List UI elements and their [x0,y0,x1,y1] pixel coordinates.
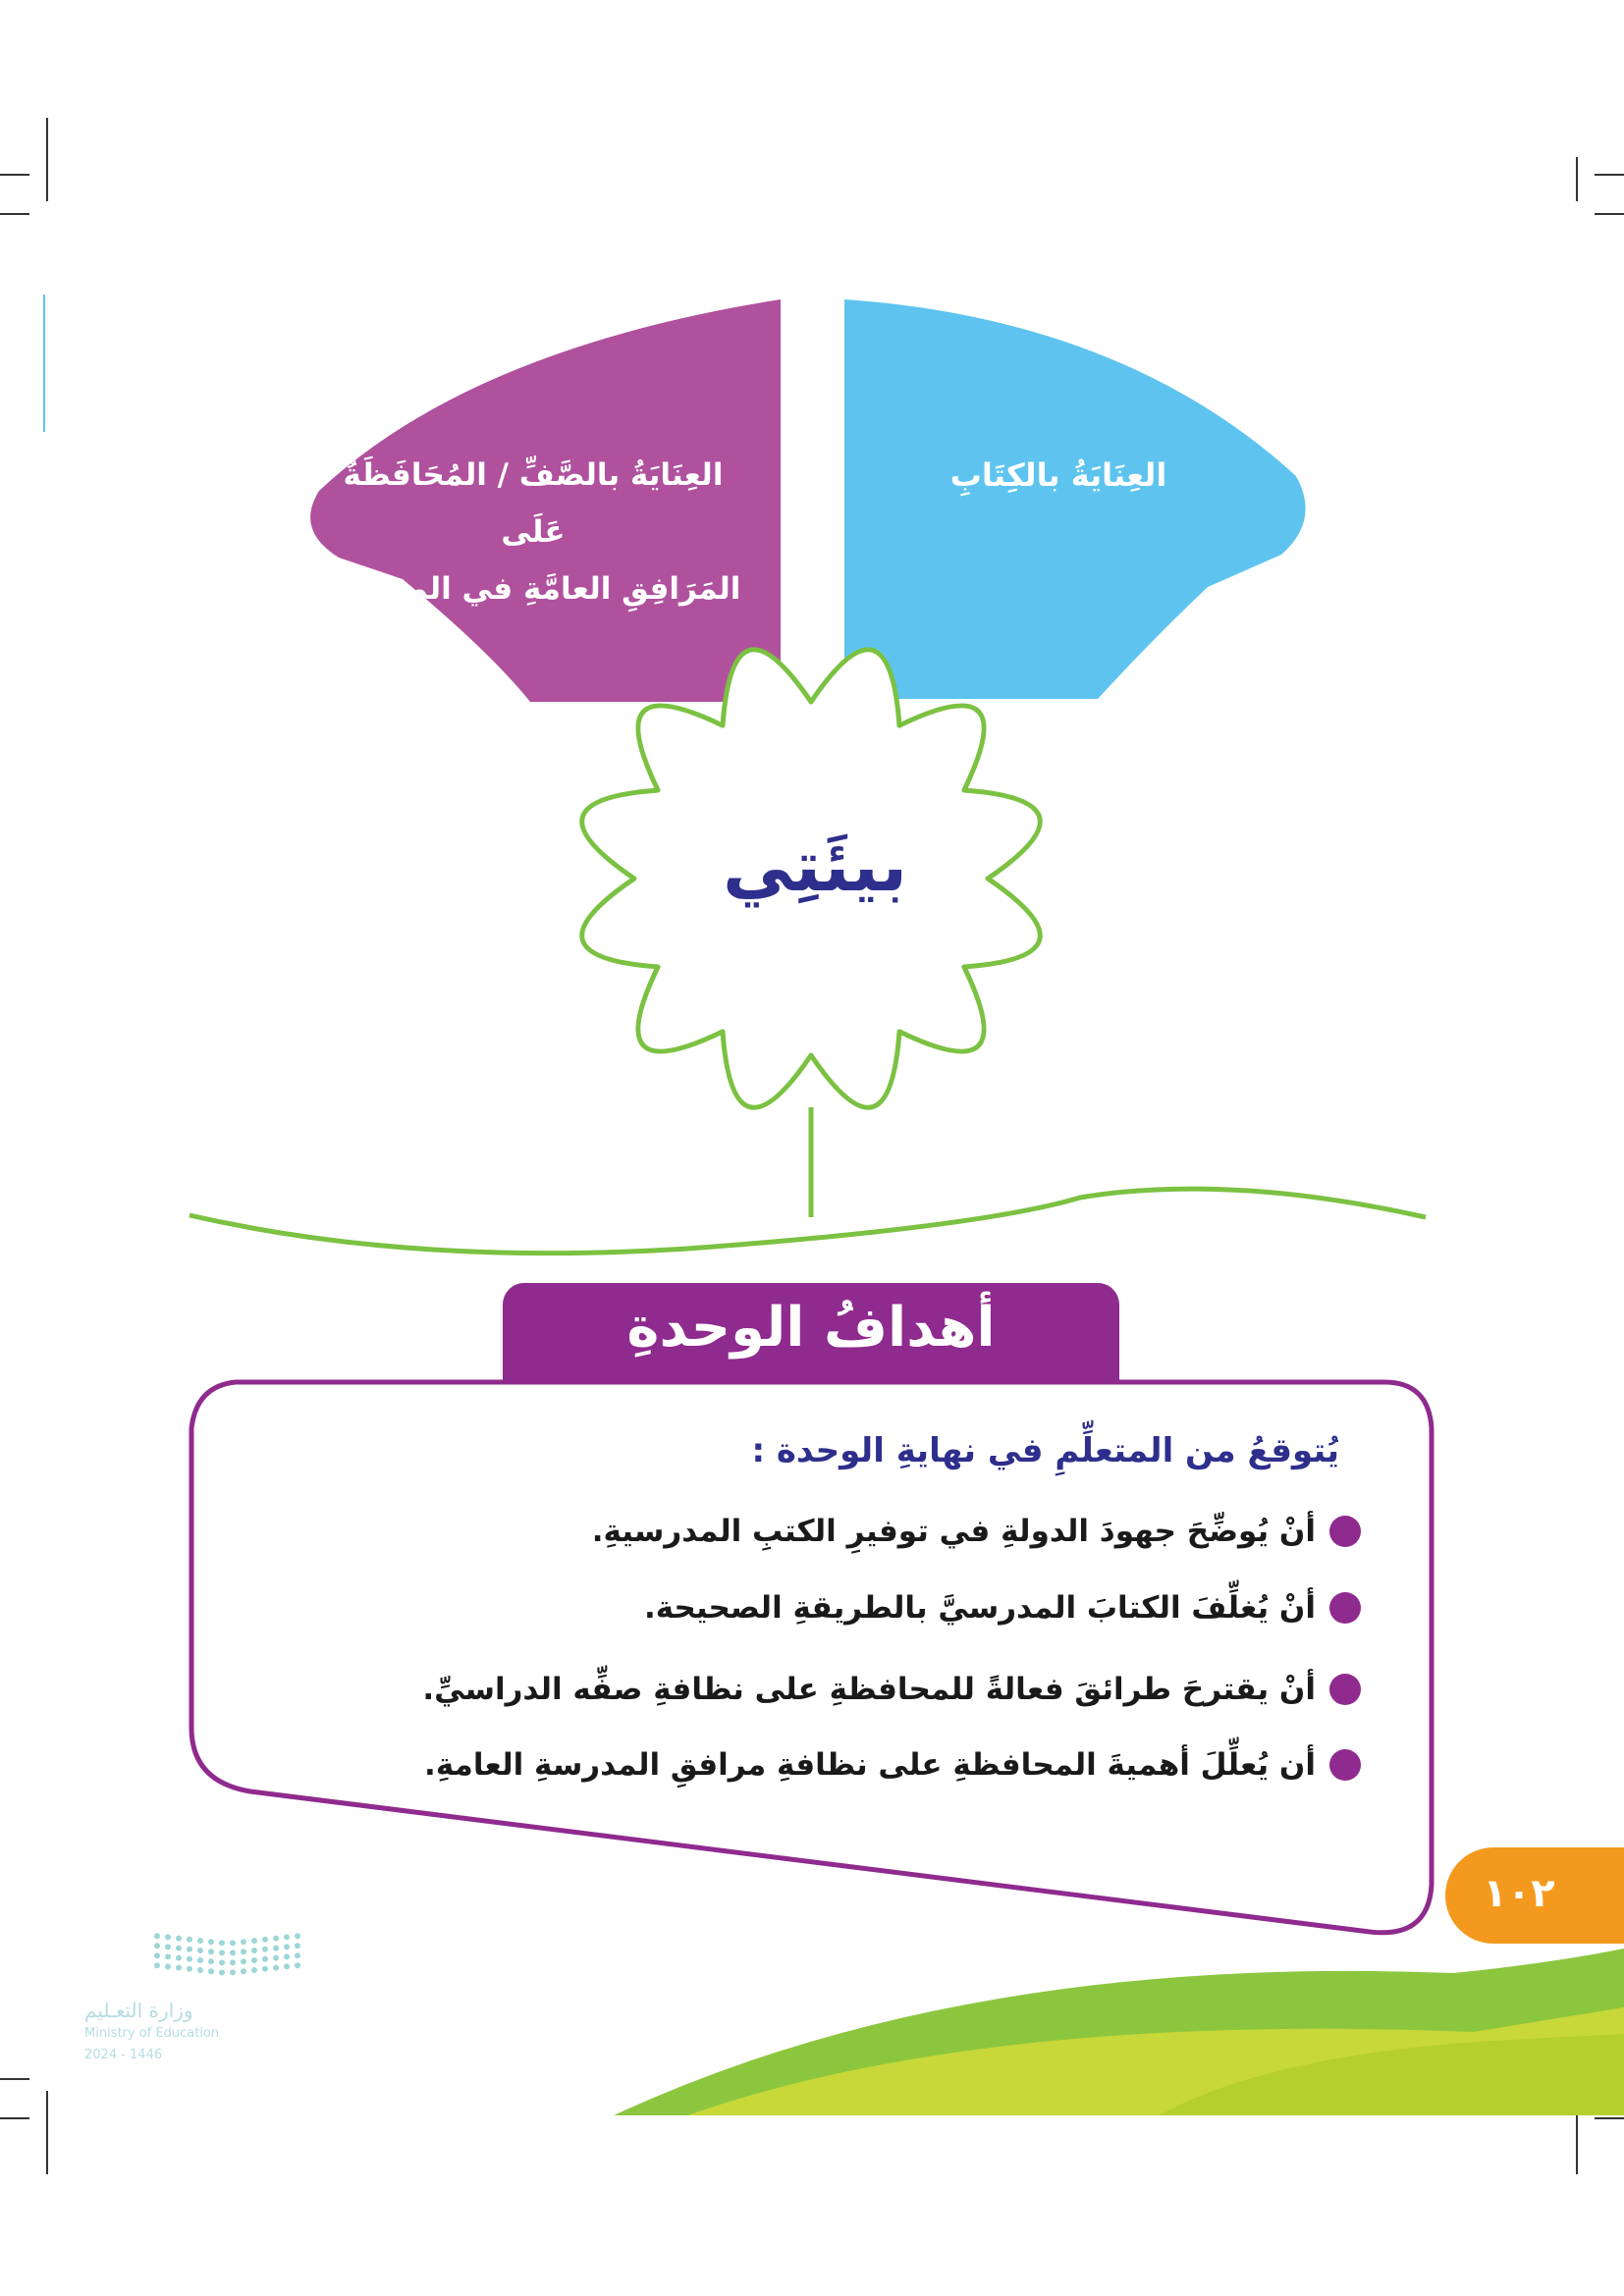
logo-dot [176,1936,182,1942]
logo-dot [284,1944,290,1949]
logo-dot [251,1967,257,1973]
ministry-year: 2024 - 1446 [84,2048,163,2062]
goal-text: أن يُعلِّلَ أهميةَ المحافظةِ على نظافةِ مرافقِ المدرسةِ العامةِ. [424,1747,1316,1783]
logo-dot [197,1967,203,1973]
logo-dot [241,1949,246,1954]
logo-dot [165,1953,171,1959]
logo-dot [197,1938,203,1944]
logo-dot [273,1946,279,1951]
logo-dot [262,1966,268,1972]
bullet-icon [1329,1674,1361,1705]
logo-dot [176,1965,182,1971]
logo-dot [219,1940,225,1946]
bullet-icon [1329,1749,1361,1781]
logo-dot [273,1965,279,1971]
logo-dot [165,1934,171,1940]
logo-dot [219,1969,225,1975]
logo-dot [262,1937,268,1943]
ministry-logo-icon [154,1933,300,1975]
care-of-class-label [312,447,754,617]
bullet-icon [1329,1592,1361,1624]
logo-dot [295,1933,300,1939]
ministry-name-en: Ministry of Education [84,2026,220,2041]
logo-dot [284,1953,290,1959]
logo-dot [273,1936,279,1942]
goal-text: أنْ يُغلِّفَ الكتابَ المدرسيَّ بالطريقةِ الصحيحة. [643,1590,1316,1626]
goals-intro: يُتوقعُ من المتعلِّمِ في نهايةِ الوحدة : [751,1431,1339,1470]
logo-dot [241,1958,246,1964]
logo-dot [295,1962,300,1968]
logo-dot [187,1937,192,1943]
care-of-book-sector [844,299,1306,699]
ministry-name-ar: وزارة التعـليم [84,1999,193,2022]
logo-dot [262,1956,268,1962]
logo-dot [284,1963,290,1969]
goal-text: أنْ يقترحَ طرائقَ فعالةً للمحافظةِ على نظافةِ صفِّه الدراسيِّ. [422,1672,1316,1707]
logo-dot [154,1943,160,1949]
logo-dot [208,1949,214,1954]
logo-dot [154,1962,160,1968]
logo-dot [230,1959,236,1965]
goal-item [379,1514,1361,1549]
logo-dot [230,1969,236,1975]
goal-item [379,1747,1361,1783]
logo-dot [154,1933,160,1939]
goal-text: أنْ يُوضِّحَ جهودَ الدولةِ في توفيرِ الكتبِ المدرسيةِ. [591,1514,1316,1549]
logo-dot [208,1939,214,1945]
logo-dot [251,1957,257,1963]
logo-dot [187,1956,192,1962]
logo-dot [241,1968,246,1974]
logo-dot [219,1959,225,1965]
logo-dot [230,1940,236,1946]
goals-heading: أهدافُ الوحدةِ [626,1296,996,1360]
logo-dot [176,1955,182,1961]
logo-dot [197,1957,203,1963]
goal-item [379,1672,1361,1707]
bullet-icon [1329,1516,1361,1547]
logo-dot [251,1938,257,1944]
logo-dot [154,1952,160,1958]
care-of-book-label: العِنَايَةُ بالكِتَابِ [949,456,1167,494]
logo-dot [284,1934,290,1940]
logo-dot [273,1955,279,1961]
logo-dot [165,1963,171,1969]
care-of-class-label-line1: العِنَايَةُ بالصَّفِّ / المُحَافَظَةُ عَلَى [343,457,724,550]
logo-dot [251,1948,257,1953]
logo-dot [208,1968,214,1974]
ground-curve [189,1189,1426,1254]
goal-item [379,1590,1361,1626]
logo-dot [165,1944,171,1949]
logo-dot [176,1946,182,1951]
unit-title: بيئَتِي [722,825,908,907]
logo-dot [230,1949,236,1955]
logo-dot [295,1952,300,1958]
logo-dot [219,1949,225,1955]
care-of-class-label-line2: المَرَافِقِ العامَّةِ في المدرسةِ [325,571,741,607]
page-number: ١٠٢ [1483,1871,1555,1916]
logo-dot [197,1948,203,1953]
logo-dot [208,1958,214,1964]
logo-dot [187,1947,192,1952]
logo-dot [295,1943,300,1949]
logo-dot [262,1947,268,1952]
logo-dot [187,1966,192,1972]
logo-dot [241,1939,246,1945]
